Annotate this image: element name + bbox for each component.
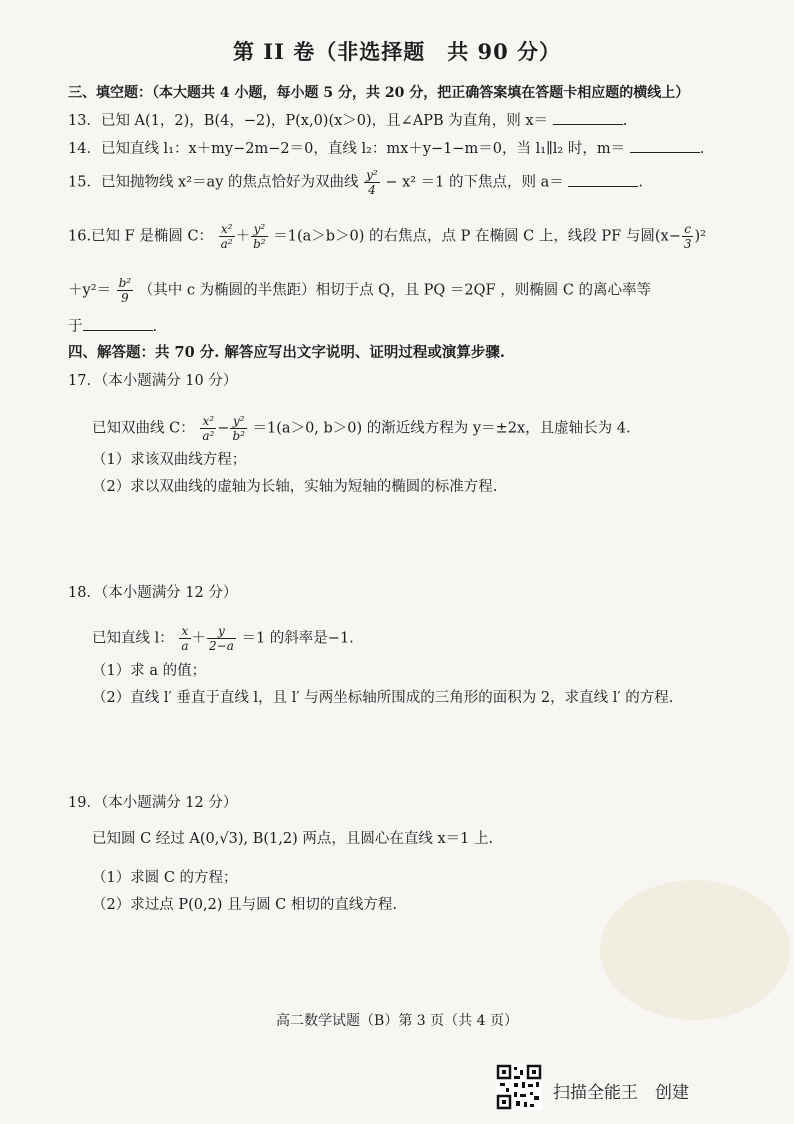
q15-frac-den: 4 xyxy=(368,183,376,197)
q15-text-a: 15．已知抛物线 x²＝ay 的焦点恰好为双曲线 xyxy=(68,174,359,191)
q16-fraction-3 xyxy=(682,222,694,251)
page-footer: 高二数学试题（B）第 3 页（共 4 页） xyxy=(276,1013,518,1029)
section-3-heading: 三、填空题：（本大题共 4 小题，每小题 5 分，共 20 分，把正确答案填在答题卡相应题的横线上） xyxy=(68,85,690,101)
q16-f3-num: c xyxy=(682,222,694,237)
q16-fraction-4 xyxy=(117,276,134,305)
q16-text-d: ＋y²＝ xyxy=(68,282,112,299)
q18-part-2: （2）直线 l′ 垂直于直线 l，且 l′ 与两坐标轴所围成的三角形的面积为 2，求直线 l′ 的方程. xyxy=(92,690,674,706)
q17-f2-den: b² xyxy=(232,429,245,443)
qr-code-icon xyxy=(496,1064,542,1110)
q13-text: 13．已知 A(1，2)，B(4，−2)，P(x,0)(x＞0)，且∠APB 为直角，则 x＝ xyxy=(68,113,549,129)
q16-f2-num: y² xyxy=(251,222,268,237)
question-16-line1 xyxy=(68,222,706,251)
q17-part-2: （2）求以双曲线的虚轴为长轴，实轴为短轴的椭圆的标准方程. xyxy=(92,479,498,495)
q16-fraction-1 xyxy=(219,222,235,251)
q16-f3-den: 3 xyxy=(683,237,692,251)
q15-blank xyxy=(568,174,638,187)
q17-f1-num: x² xyxy=(200,414,216,429)
q19-part-1: （1）求圆 C 的方程； xyxy=(92,870,238,886)
page-title: 第 II 卷（非选择题 共 90 分） xyxy=(232,39,562,64)
q18-fraction-1 xyxy=(179,624,190,653)
q16-text-e: （其中 c 为椭圆的半焦距）相切于点 Q，且 PQ ＝2QF ，则椭圆 C 的离心率等 xyxy=(138,282,652,299)
q17-fraction-2 xyxy=(230,414,247,443)
q15-text-b: − x² ＝1 的下焦点，则 a＝ xyxy=(385,174,564,191)
q18-f2-num: y xyxy=(207,624,236,639)
q13-blank xyxy=(553,112,623,125)
question-16-line2 xyxy=(68,276,651,305)
q19-header: 19．（本小题满分 12 分） xyxy=(68,795,238,811)
q17-f1-den: a² xyxy=(202,429,215,443)
q16-fraction-2 xyxy=(251,222,268,251)
q16-text-f: 于 xyxy=(68,319,83,335)
q18-plus: ＋ xyxy=(191,630,207,647)
q18-fraction-2 xyxy=(207,624,236,653)
q16-text-a: 16.已知 F 是椭圆 C： xyxy=(68,228,214,245)
q14-text: 14．已知直线 l₁：x＋my−2m−2＝0，直线 l₂：mx＋y−1−m＝0，当 l₁∥l₂ 时，m＝ xyxy=(68,141,626,157)
q17-minus: − xyxy=(217,420,230,437)
q16-blank xyxy=(83,318,153,331)
q17-text-b: ＝1(a＞0, b＞0) 的渐近线方程为 y＝±2x，且虚轴长为 4. xyxy=(252,420,631,437)
q16-f4-num: b² xyxy=(118,276,132,290)
q16-text-c: )² xyxy=(694,228,706,245)
q18-part-1: （1）求 a 的值； xyxy=(92,663,207,679)
q18-f1-num: x xyxy=(179,624,190,639)
q19-stem: 已知圆 C 经过 A(0,√3), B(1,2) 两点，且圆心在直线 x＝1 上. xyxy=(92,831,494,847)
q15-frac-num: y² xyxy=(366,168,378,182)
question-13: 13．已知 A(1，2)，B(4，−2)，P(x,0)(x＞0)，且∠APB 为直角，则 x＝ . xyxy=(68,113,628,129)
q16-f4-den: 9 xyxy=(121,291,129,305)
q15-fraction xyxy=(364,168,380,197)
q18-stem xyxy=(92,624,354,653)
q18-header: 18．（本小题满分 12 分） xyxy=(68,585,238,601)
q17-fraction-1 xyxy=(200,414,216,443)
q16-text-b: ＝1(a＞b＞0) 的右焦点，点 P 在椭圆 C 上，线段 PF 与圆(x− xyxy=(273,228,681,245)
q18-text-a: 已知直线 l： xyxy=(92,630,174,647)
q17-text-a: 已知双曲线 C： xyxy=(92,420,195,437)
question-15: 15．已知抛物线 x²＝ay 的焦点恰好为双曲线 $\frac{\text{y²}}{4}$ − x² ＝1 的下焦点，则 a＝ . xyxy=(68,168,643,197)
q16-f1-den: a² xyxy=(220,237,233,251)
q18-text-b: ＝1 的斜率是−1. xyxy=(241,630,354,647)
q17-stem xyxy=(92,414,631,443)
q14-blank xyxy=(630,140,700,153)
question-16-line3: 于 . xyxy=(68,319,158,335)
q16-plus: ＋ xyxy=(235,228,251,245)
q16-f2-den: b² xyxy=(253,237,266,251)
q19-part-2: （2）求过点 P(0,2) 且与圆 C 相切的直线方程. xyxy=(92,897,397,913)
q17-header: 17．（本小题满分 10 分） xyxy=(68,373,238,389)
q18-f1-den: a xyxy=(181,639,189,653)
q17-f2-num: y² xyxy=(230,414,247,429)
q18-f2-den: 2−a xyxy=(209,639,234,653)
scanner-watermark: 扫描全能王 创建 xyxy=(553,1083,689,1103)
section-4-heading: 四、解答题：共 70 分. 解答应写出文字说明、证明过程或演算步骤. xyxy=(68,344,505,361)
question-14: 14．已知直线 l₁：x＋my−2m−2＝0，直线 l₂：mx＋y−1−m＝0，当 l₁∥l₂ 时，m＝ . xyxy=(68,141,705,157)
paper-stain xyxy=(600,880,790,1020)
q17-part-1: （1）求该双曲线方程； xyxy=(92,452,247,468)
q16-f1-num: x² xyxy=(219,222,235,237)
